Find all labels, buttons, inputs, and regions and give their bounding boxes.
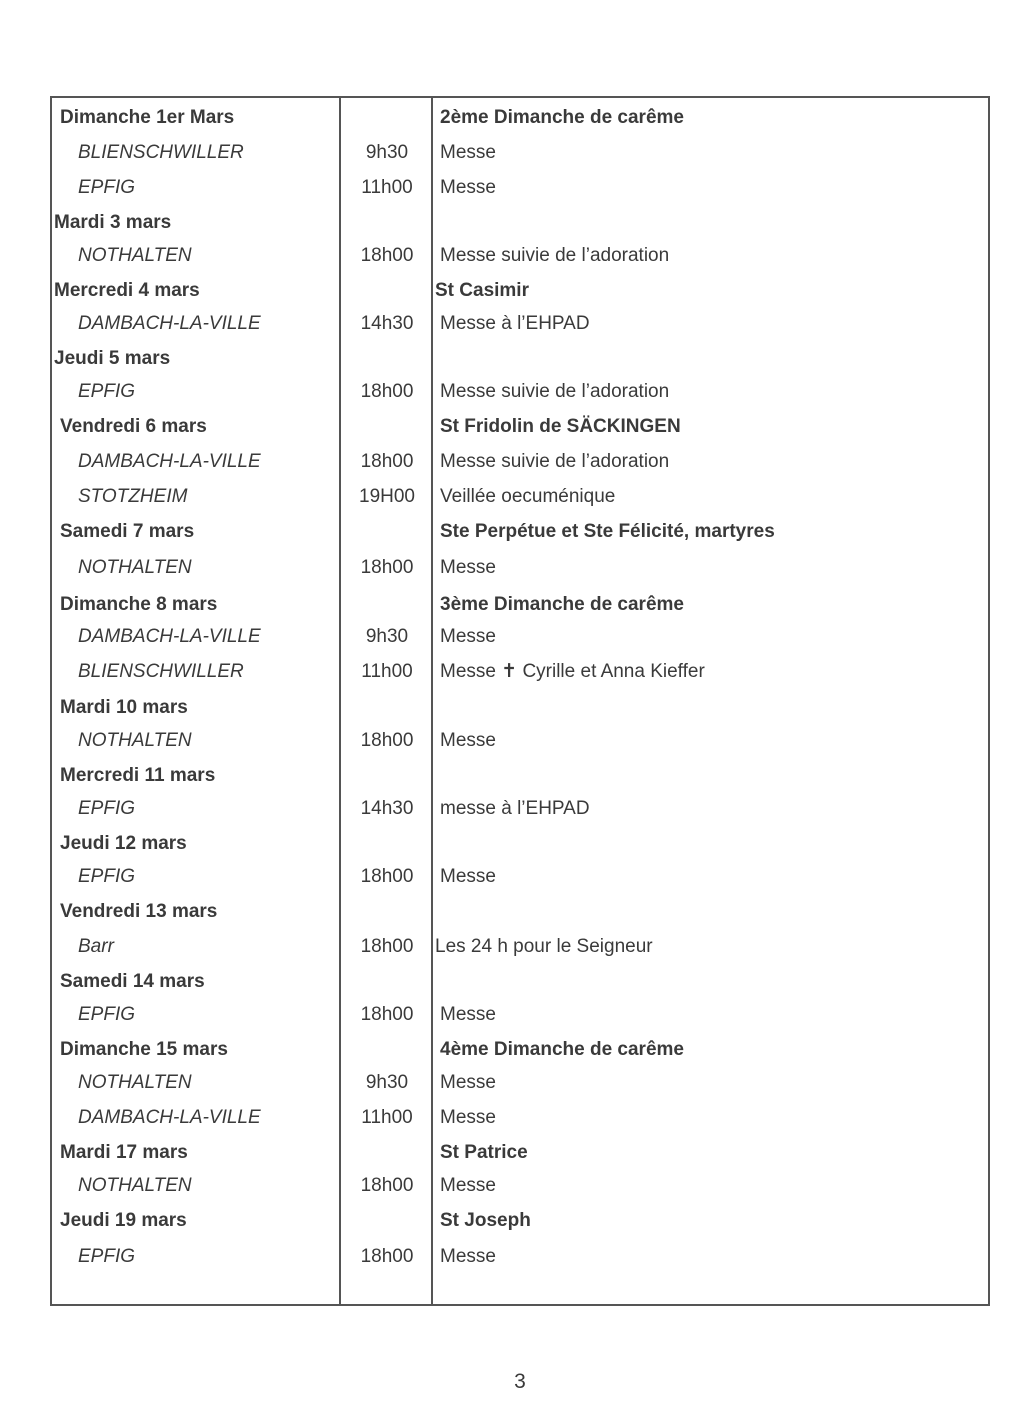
day-label: Samedi 7 mars <box>60 521 195 542</box>
event-time: 11h00 <box>361 1107 413 1128</box>
event-place: NOTHALTEN <box>78 245 192 266</box>
day-header-row <box>52 1135 988 1171</box>
event-row <box>52 135 988 171</box>
event-place: BLIENSCHWILLER <box>78 661 244 682</box>
event-description: Les 24 h pour le Seigneur <box>435 936 653 957</box>
day-header-row <box>52 894 988 930</box>
feast-label: 2ème Dimanche de carême <box>440 107 684 128</box>
event-place: NOTHALTEN <box>78 730 192 751</box>
event-row <box>52 997 988 1033</box>
feast-label: St Fridolin de SÄCKINGEN <box>440 416 681 437</box>
event-place: DAMBACH-LA-VILLE <box>78 1107 261 1128</box>
event-time: 18h00 <box>360 1246 414 1267</box>
event-place: STOTZHEIM <box>78 486 188 507</box>
event-place: NOTHALTEN <box>78 557 192 578</box>
event-row <box>52 654 988 690</box>
day-header-row <box>52 514 988 550</box>
event-place: NOTHALTEN <box>78 1072 192 1093</box>
day-label: Jeudi 19 mars <box>60 1210 187 1231</box>
day-header-row <box>52 100 988 136</box>
event-row <box>52 723 988 759</box>
day-label: Mardi 17 mars <box>60 1142 188 1163</box>
day-header-row <box>52 826 988 862</box>
day-label: Mercredi 11 mars <box>60 765 216 786</box>
feast-label: Ste Perpétue et Ste Félicité, martyres <box>440 521 775 542</box>
event-place: EPFIG <box>78 1004 136 1025</box>
day-label: Vendredi 13 mars <box>60 901 218 922</box>
event-time: 14h30 <box>360 798 414 819</box>
day-header-row <box>52 587 988 623</box>
event-time: 9h30 <box>365 142 409 163</box>
event-description: Messe ✝ Cyrille et Anna Kieffer <box>440 661 705 682</box>
event-row <box>52 791 988 827</box>
event-description: Messe suivie de l’adoration <box>440 451 670 472</box>
event-place: EPFIG <box>78 798 136 819</box>
event-place: DAMBACH-LA-VILLE <box>78 451 261 472</box>
event-description: Messe <box>440 626 496 647</box>
event-time: 18h00 <box>360 866 414 887</box>
event-description: Messe <box>440 730 496 751</box>
event-time: 11h00 <box>361 177 413 198</box>
event-row <box>52 1065 988 1101</box>
feast-label: St Casimir <box>435 280 529 301</box>
event-row <box>52 374 988 410</box>
event-place: DAMBACH-LA-VILLE <box>78 626 261 647</box>
schedule-table <box>50 96 990 1306</box>
day-label: Dimanche 8 mars <box>60 594 218 615</box>
event-description: Veillée oecuménique <box>440 486 616 507</box>
event-description: Messe <box>440 177 496 198</box>
event-row <box>52 550 988 586</box>
event-row <box>52 170 988 206</box>
day-label: Mercredi 4 mars <box>54 280 200 301</box>
event-row <box>52 479 988 515</box>
event-row <box>52 929 988 965</box>
event-description: Messe <box>440 1004 496 1025</box>
event-time: 18h00 <box>360 557 414 578</box>
event-row <box>52 1100 988 1136</box>
event-place: Barr <box>78 936 114 957</box>
event-place: EPFIG <box>78 866 136 887</box>
day-label: Samedi 14 mars <box>60 971 205 992</box>
event-place: DAMBACH-LA-VILLE <box>78 313 261 334</box>
event-row <box>52 1239 988 1275</box>
feast-label: 3ème Dimanche de carême <box>440 594 684 615</box>
day-header-row <box>52 690 988 726</box>
day-header-row <box>52 205 988 241</box>
event-place: NOTHALTEN <box>78 1175 192 1196</box>
event-description: Messe <box>440 1107 496 1128</box>
event-time: 18h00 <box>360 1175 414 1196</box>
day-label: Dimanche 15 mars <box>60 1039 228 1060</box>
day-label: Dimanche 1er Mars <box>60 107 235 128</box>
event-time: 14h30 <box>360 313 414 334</box>
event-description: Messe <box>440 142 496 163</box>
day-label: Jeudi 5 mars <box>54 348 171 369</box>
event-description: Messe <box>440 866 496 887</box>
event-row <box>52 1168 988 1204</box>
event-row <box>52 238 988 274</box>
day-header-row <box>52 1203 988 1239</box>
event-row <box>52 306 988 342</box>
event-place: EPFIG <box>78 1246 136 1267</box>
feast-label: St Joseph <box>440 1210 531 1231</box>
day-header-row <box>52 341 988 377</box>
event-description: messe à l’EHPAD <box>440 798 590 819</box>
event-description: Messe <box>440 1175 496 1196</box>
event-place: BLIENSCHWILLER <box>78 142 244 163</box>
event-description: Messe à l’EHPAD <box>440 313 590 334</box>
event-description: Messe <box>440 557 496 578</box>
day-label: Vendredi 6 mars <box>60 416 207 437</box>
day-label: Mardi 10 mars <box>60 697 188 718</box>
event-time: 9h30 <box>365 626 409 647</box>
day-label: Mardi 3 mars <box>54 212 172 233</box>
event-time: 19H00 <box>359 486 415 507</box>
event-time: 18h00 <box>360 730 414 751</box>
event-time: 18h00 <box>360 451 414 472</box>
event-description: Messe suivie de l’adoration <box>440 381 670 402</box>
day-header-row <box>52 409 988 445</box>
day-label: Jeudi 12 mars <box>60 833 187 854</box>
event-time: 18h00 <box>360 1004 414 1025</box>
event-place: EPFIG <box>78 381 136 402</box>
day-header-row <box>52 758 988 794</box>
event-description: Messe <box>440 1246 496 1267</box>
feast-label: 4ème Dimanche de carême <box>440 1039 684 1060</box>
event-description: Messe <box>440 1072 496 1093</box>
page-number: 3 <box>514 1370 526 1393</box>
event-row <box>52 619 988 655</box>
event-time: 9h30 <box>365 1072 409 1093</box>
event-row <box>52 859 988 895</box>
event-time: 11h00 <box>361 661 413 682</box>
event-time: 18h00 <box>360 245 414 266</box>
event-place: EPFIG <box>78 177 136 198</box>
day-header-row <box>52 273 988 309</box>
day-header-row <box>52 964 988 1000</box>
event-time: 18h00 <box>360 381 414 402</box>
event-row <box>52 444 988 480</box>
day-header-row <box>52 1032 988 1068</box>
feast-label: St Patrice <box>440 1142 528 1163</box>
event-time: 18h00 <box>360 936 414 957</box>
event-description: Messe suivie de l’adoration <box>440 245 670 266</box>
